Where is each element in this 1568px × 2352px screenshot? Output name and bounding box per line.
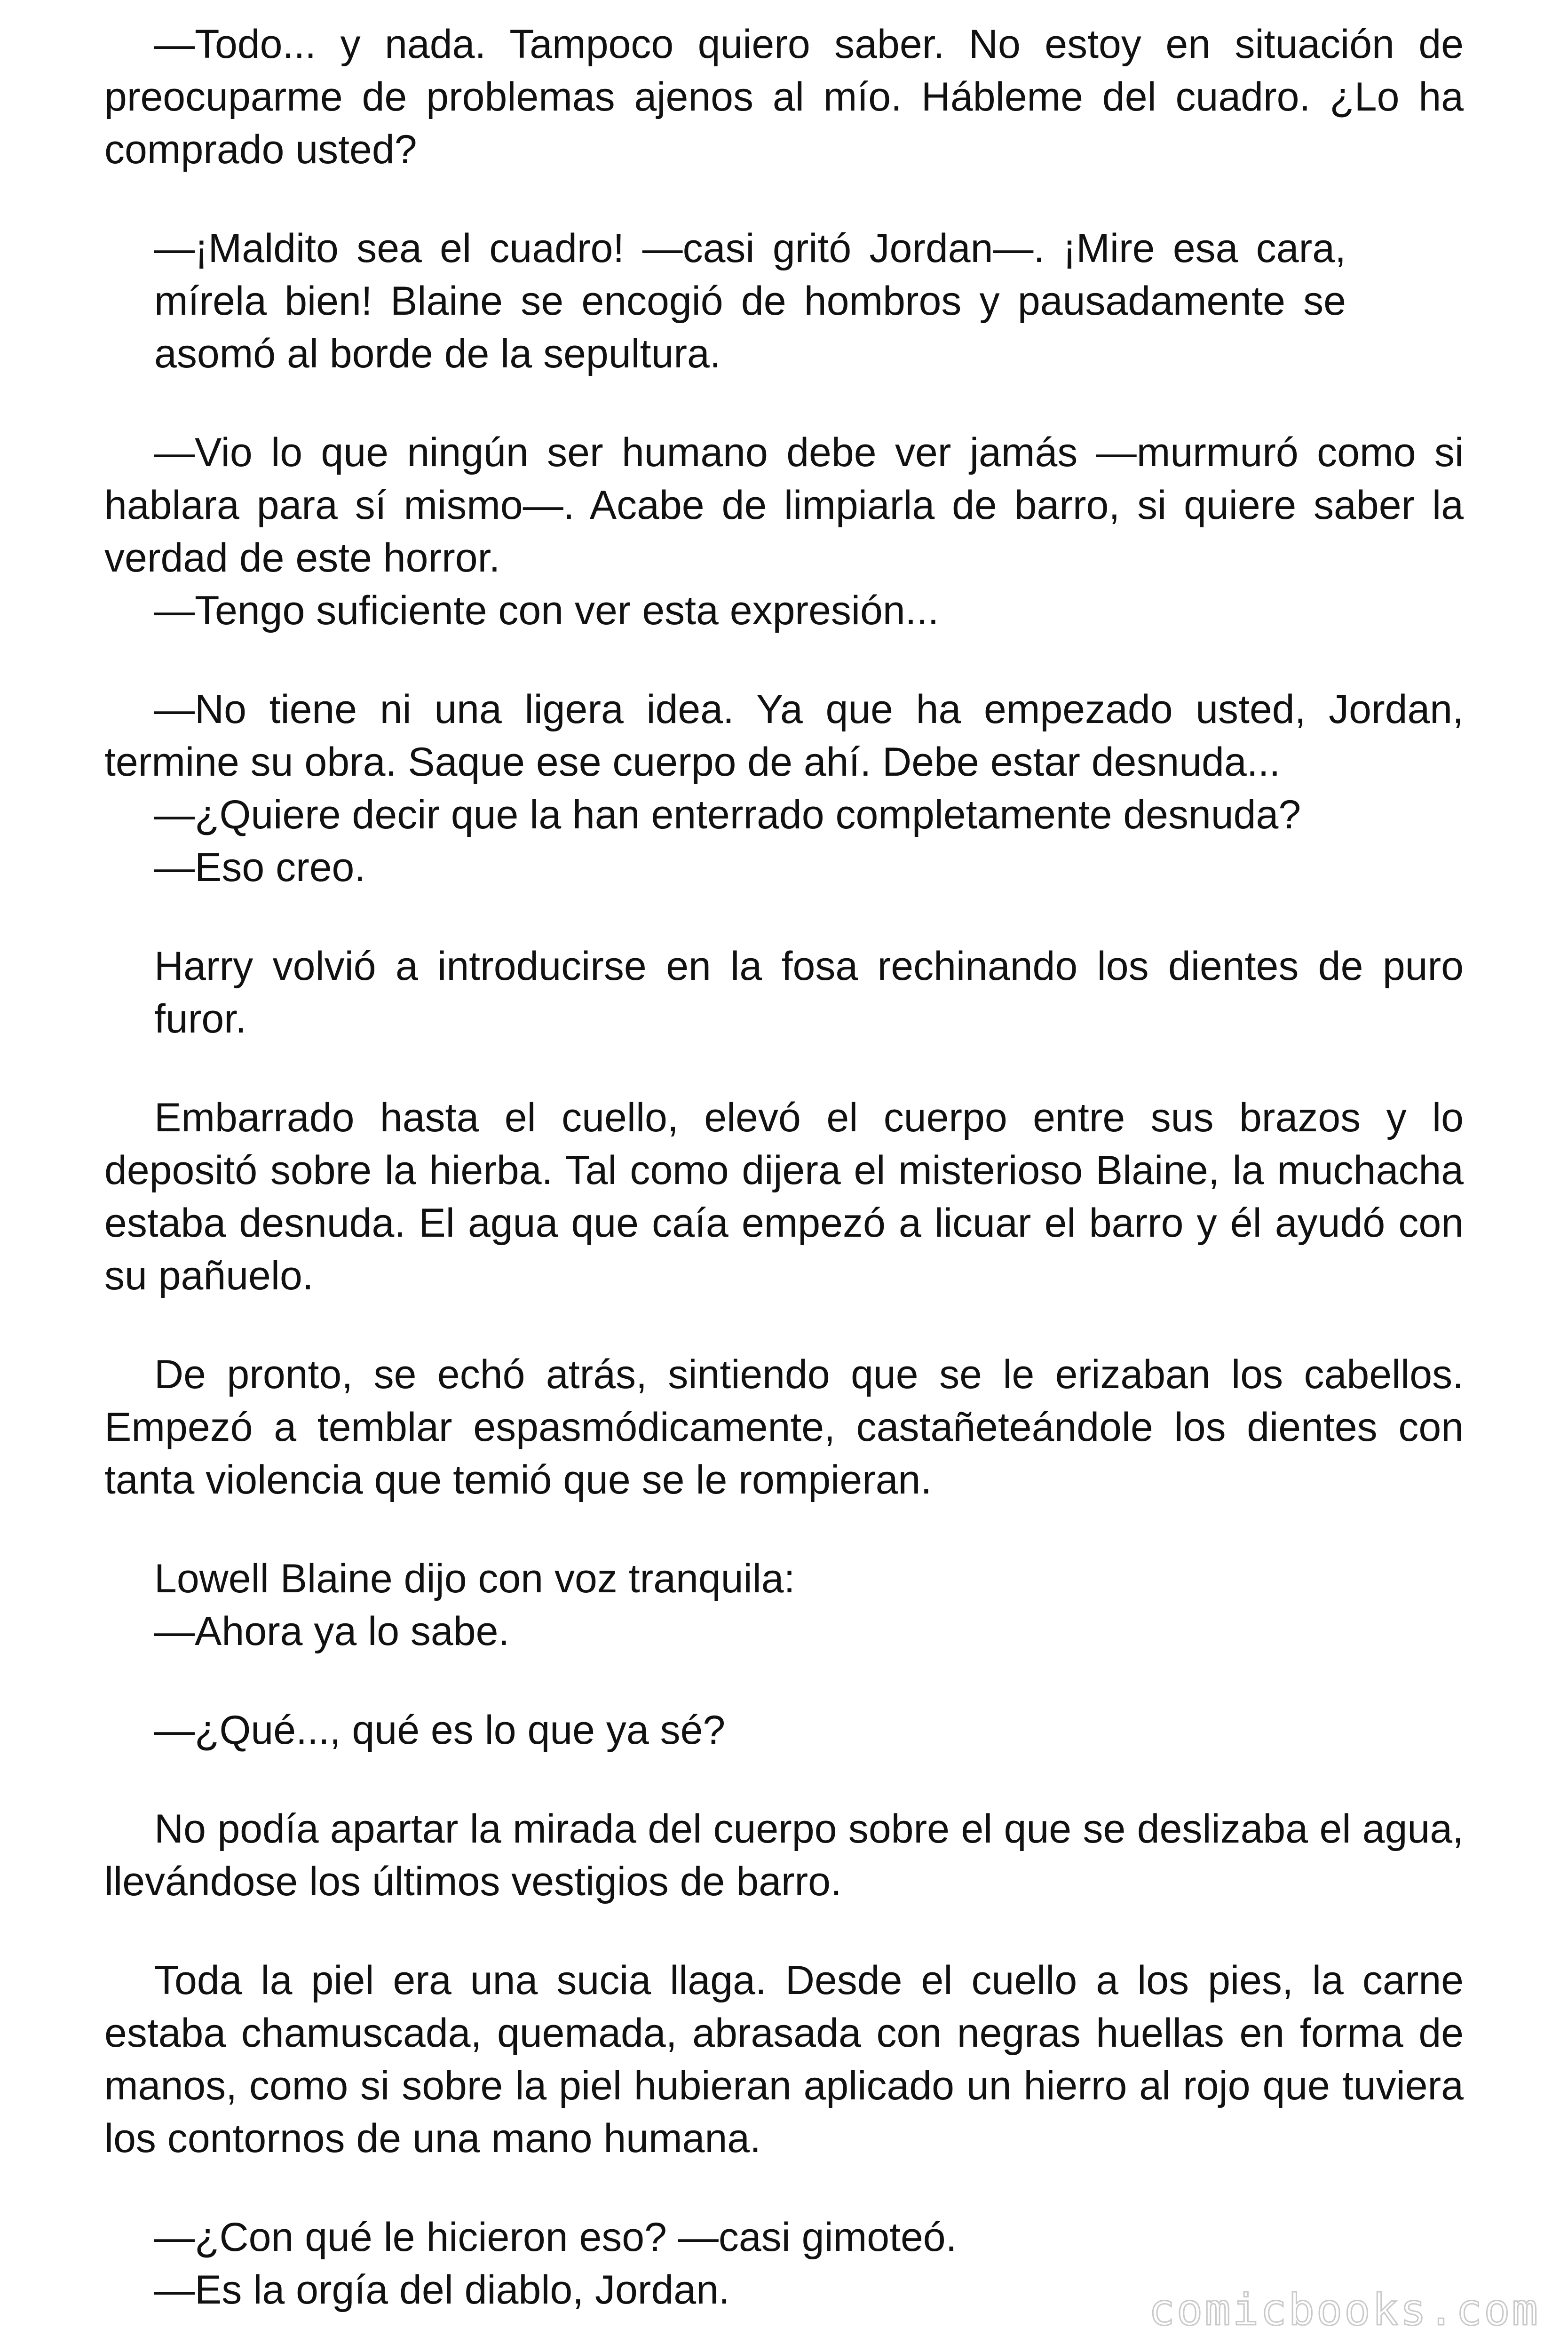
paragraph: —Tengo suficiente con ver esta expresión... [154,588,939,633]
paragraph: —Eso creo. [154,845,366,890]
paragraph: —Todo... y nada. Tampoco quiero saber. No estoy en situación de preocuparme de problemas ajenos al mío. Hábleme del cuadro. ¿Lo ha comprado usted? [104,22,1464,172]
paragraph: De pronto, se echó atrás, sintiendo que se le erizaban los cabellos. Empezó a temblar espasmódicamente, castañeteándole los dientes con tanta violencia que temió que se le rompieran. [104,1352,1464,1502]
paragraph: Embarrado hasta el cuello, elevó el cuerpo entre sus brazos y lo depositó sobre la hierba. Tal como dijera el misterioso Blaine, la muchacha estaba desnuda. El agua que caía empezó a licuar el barro y él ayudó con su pañuelo. [104,1095,1464,1298]
paragraph: —No tiene ni una ligera idea. Ya que ha empezado usted, Jordan, termine su obra. Saque ese cuerpo de ahí. Debe estar desnuda... [104,687,1464,785]
paragraph: Toda la piel era una sucia llaga. Desde el cuello a los pies, la carne estaba chamuscada, quemada, abrasada con negras huellas en forma de manos, como si sobre la piel hubieran aplicado un hierro al rojo que tuviera los contornos de una mano humana. [104,1958,1464,2161]
paragraph: —Ahora ya lo sabe. [154,1609,510,1654]
paragraph: —¿Qué..., qué es lo que ya sé? [154,1708,726,1753]
paragraph: —¡Maldito sea el cuadro! —casi gritó Jordan—. ¡Mire esa cara, mírela bien! Blaine se encogió de hombros y pausadamente se asomó al borde de la sepultura. [154,226,1346,376]
watermark-logo: comicbooks.com [1148,2285,1540,2335]
paragraph: —Vio lo que ningún ser humano debe ver jamás —murmuró como si hablara para sí mismo—. Acabe de limpiarla de barro, si quiere saber la verdad de este horror. [104,430,1464,580]
paragraph: —¿Quiere decir que la han enterrado completamente desnuda? [154,792,1301,837]
paragraph: Lowell Blaine dijo con voz tranquila: [154,1556,795,1601]
paragraph: —¿Con qué le hicieron eso? —casi gimoteó. [154,2215,957,2260]
paragraph: Harry volvió a introducirse en la fosa rechinando los dientes de puro furor. [154,944,1464,1041]
paragraph: No podía apartar la mirada del cuerpo sobre el que se deslizaba el agua, llevándose los últimos vestigios de barro. [104,1806,1464,1904]
paragraph: —Es la orgía del diablo, Jordan. [154,2267,730,2312]
